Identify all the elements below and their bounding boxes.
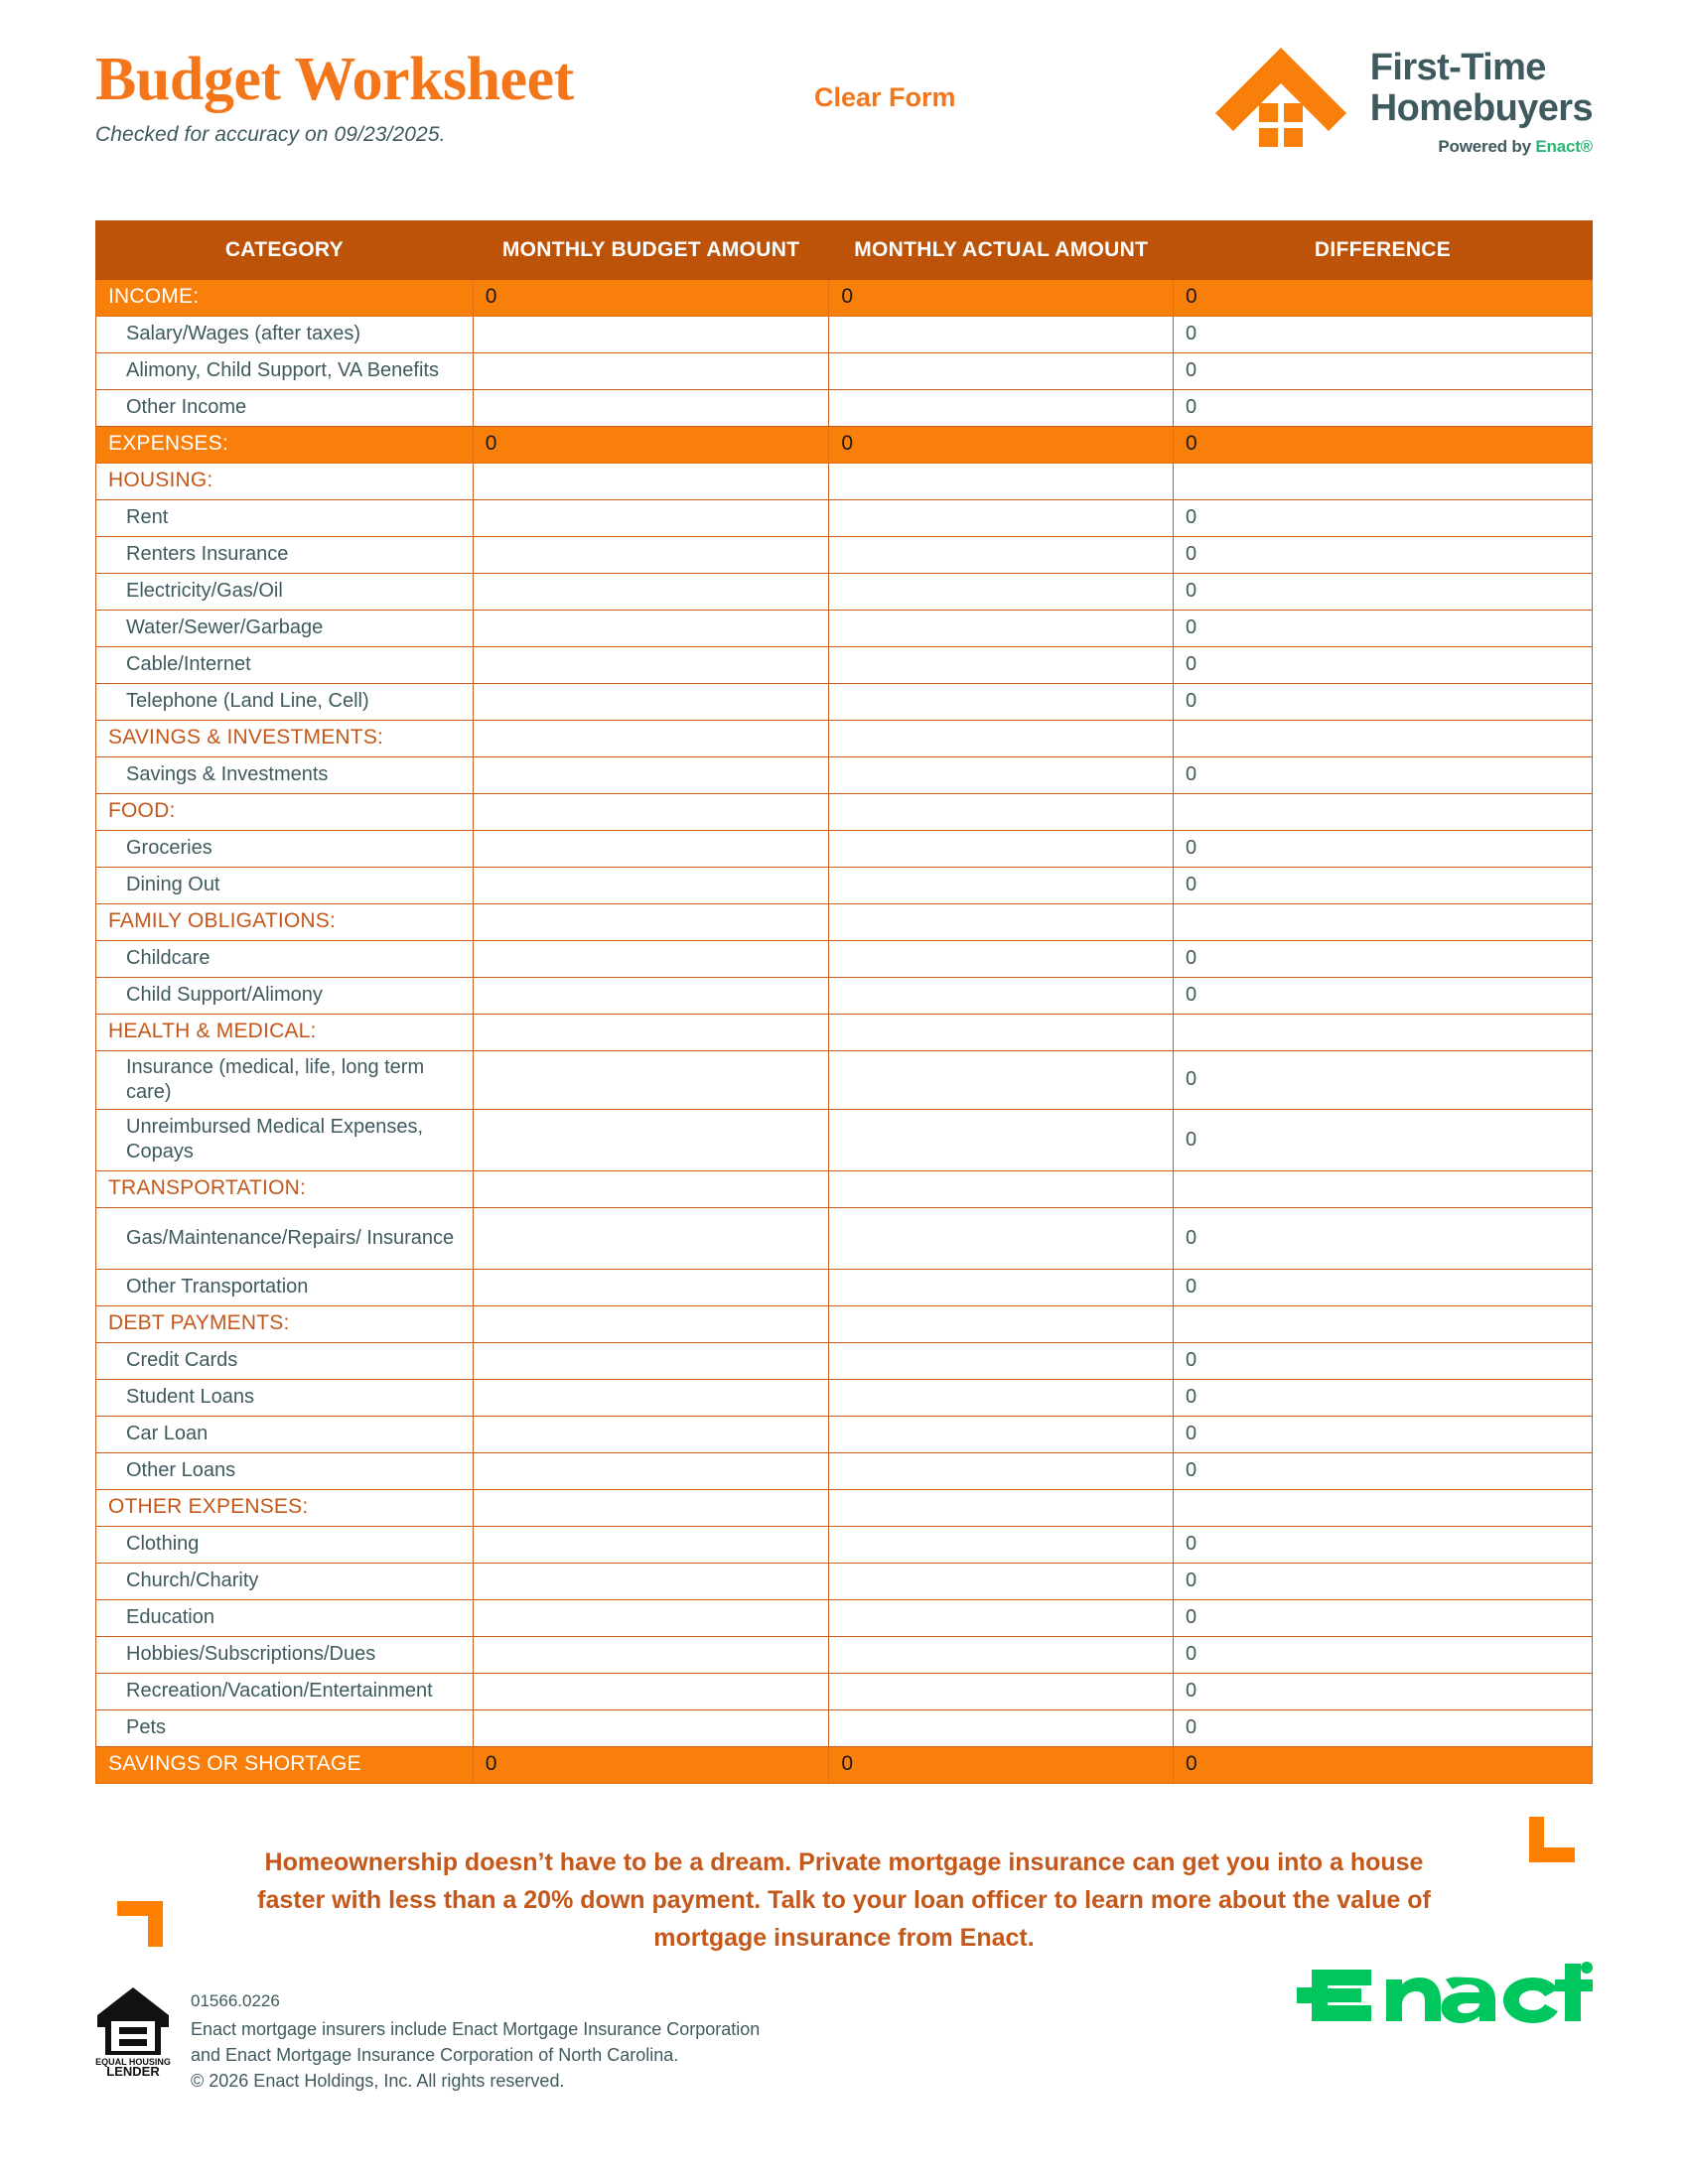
cell-monthly-budget-amount[interactable] <box>473 1170 829 1207</box>
row-label: Gas/Maintenance/Repairs/ Insurance <box>96 1207 474 1269</box>
cell-monthly-actual-amount[interactable] <box>829 793 1174 830</box>
column-header-monthly-actual-amount: MONTHLY ACTUAL AMOUNT <box>829 221 1174 280</box>
row-label: Child Support/Alimony <box>96 977 474 1014</box>
cell-difference: 0 <box>1174 352 1593 389</box>
row-label: HOUSING: <box>96 463 474 499</box>
cell-monthly-actual-amount[interactable] <box>829 463 1174 499</box>
row-label: FAMILY OBLIGATIONS: <box>96 903 474 940</box>
table-row <box>96 1709 1593 1746</box>
cell-difference: 0 <box>1174 1526 1593 1563</box>
accuracy-subtitle: Checked for accuracy on 09/23/2025. <box>95 123 446 147</box>
table-row <box>96 1014 1593 1050</box>
powered-by-text: Powered by <box>1438 137 1531 157</box>
cell-difference: 0 <box>1174 940 1593 977</box>
cell-difference <box>1174 1305 1593 1342</box>
cell-difference: 0 <box>1174 389 1593 426</box>
enact-logo <box>1295 1952 1593 2042</box>
cell-monthly-actual-amount[interactable] <box>829 352 1174 389</box>
table-row <box>96 352 1593 389</box>
cell-monthly-budget-amount[interactable] <box>473 1452 829 1489</box>
row-label: Other Transportation <box>96 1269 474 1305</box>
cell-monthly-actual-amount[interactable] <box>829 610 1174 646</box>
cell-difference: 0 <box>1174 646 1593 683</box>
cell-monthly-budget-amount[interactable] <box>473 536 829 573</box>
table-row <box>96 1109 1593 1170</box>
row-label: Other Income <box>96 389 474 426</box>
cell-monthly-actual-amount[interactable] <box>829 683 1174 720</box>
table-row <box>96 720 1593 756</box>
table-row <box>96 1526 1593 1563</box>
cell-monthly-budget-amount[interactable] <box>473 1599 829 1636</box>
row-label: Renters Insurance <box>96 536 474 573</box>
row-label: Church/Charity <box>96 1563 474 1599</box>
cell-difference: 0 <box>1174 1416 1593 1452</box>
powered-by-tagline <box>1370 137 1593 157</box>
table-row <box>96 610 1593 646</box>
legal-line-2: and Enact Mortgage Insurance Corporation of North Carolina. <box>191 2045 679 2066</box>
legal-group <box>95 1985 760 2094</box>
row-label: Rent <box>96 499 474 536</box>
cell-monthly-budget-amount[interactable] <box>473 1673 829 1709</box>
cell-difference: 0 <box>1174 756 1593 793</box>
table-row <box>96 646 1593 683</box>
cell-monthly-budget-amount[interactable] <box>473 1305 829 1342</box>
row-label: TRANSPORTATION: <box>96 1170 474 1207</box>
table-row <box>96 1269 1593 1305</box>
cell-monthly-actual-amount[interactable] <box>829 756 1174 793</box>
table-row <box>96 940 1593 977</box>
cell-monthly-actual-amount[interactable] <box>829 1207 1174 1269</box>
cell-difference: 0 <box>1174 977 1593 1014</box>
svg-text:EQUAL HOUSING: EQUAL HOUSING <box>95 2057 171 2067</box>
row-label: Credit Cards <box>96 1342 474 1379</box>
cell-difference <box>1174 720 1593 756</box>
cell-monthly-budget-amount[interactable] <box>473 389 829 426</box>
table-header-row <box>96 221 1593 280</box>
cell-monthly-actual-amount[interactable] <box>829 903 1174 940</box>
table-row <box>96 1379 1593 1416</box>
cell-monthly-actual-amount[interactable] <box>829 1673 1174 1709</box>
column-header-difference: DIFFERENCE <box>1174 221 1593 280</box>
cell-difference: 0 <box>1174 683 1593 720</box>
corner-bracket-left-icon <box>117 1901 163 1947</box>
cell-monthly-actual-amount[interactable] <box>829 1379 1174 1416</box>
row-label: Alimony, Child Support, VA Benefits <box>96 352 474 389</box>
cell-monthly-actual-amount[interactable] <box>829 1109 1174 1170</box>
cell-difference: 0 <box>1174 830 1593 867</box>
cell-monthly-budget-amount[interactable] <box>473 903 829 940</box>
cell-monthly-budget-amount[interactable] <box>473 1269 829 1305</box>
page-header <box>0 0 1688 199</box>
cell-difference <box>1174 1170 1593 1207</box>
legal-copyright: © 2026 Enact Holdings, Inc. All rights reserved. <box>191 2071 565 2092</box>
cell-difference: 0 <box>1174 316 1593 352</box>
cell-difference: 0 <box>1174 1746 1593 1783</box>
cell-monthly-actual-amount: 0 <box>829 279 1174 316</box>
cell-monthly-budget-amount[interactable] <box>473 1109 829 1170</box>
cell-monthly-budget-amount: 0 <box>473 426 829 463</box>
cell-difference: 0 <box>1174 536 1593 573</box>
row-label: Car Loan <box>96 1416 474 1452</box>
table-row <box>96 573 1593 610</box>
table-row <box>96 1416 1593 1452</box>
cell-monthly-budget-amount: 0 <box>473 279 829 316</box>
cell-monthly-actual-amount[interactable] <box>829 646 1174 683</box>
cell-difference: 0 <box>1174 426 1593 463</box>
cell-monthly-actual-amount[interactable] <box>829 867 1174 903</box>
cell-monthly-budget-amount[interactable] <box>473 867 829 903</box>
cell-monthly-actual-amount[interactable] <box>829 1342 1174 1379</box>
row-label: Clothing <box>96 1526 474 1563</box>
cell-monthly-actual-amount[interactable] <box>829 573 1174 610</box>
cell-monthly-budget-amount[interactable] <box>473 1050 829 1109</box>
row-label: Cable/Internet <box>96 646 474 683</box>
cell-difference: 0 <box>1174 1050 1593 1109</box>
cell-monthly-actual-amount: 0 <box>829 1746 1174 1783</box>
table-row <box>96 793 1593 830</box>
cell-difference <box>1174 793 1593 830</box>
table-row <box>96 536 1593 573</box>
cell-monthly-budget-amount[interactable] <box>473 1489 829 1526</box>
svg-text:LENDER: LENDER <box>106 2064 160 2077</box>
cell-monthly-actual-amount[interactable] <box>829 1489 1174 1526</box>
table-body <box>96 279 1593 1783</box>
table-row <box>96 1599 1593 1636</box>
cell-monthly-actual-amount[interactable] <box>829 1599 1174 1636</box>
cell-difference <box>1174 1489 1593 1526</box>
cell-difference: 0 <box>1174 1342 1593 1379</box>
table-row <box>96 316 1593 352</box>
cell-monthly-budget-amount[interactable] <box>473 1563 829 1599</box>
row-label: DEBT PAYMENTS: <box>96 1305 474 1342</box>
table-header <box>96 221 1593 280</box>
cell-monthly-actual-amount: 0 <box>829 426 1174 463</box>
legal-code: 01566.0226 <box>191 1991 280 2010</box>
cell-monthly-actual-amount[interactable] <box>829 830 1174 867</box>
cell-monthly-budget-amount[interactable] <box>473 463 829 499</box>
logo-line-first-time: First-Time <box>1369 47 1546 88</box>
table-row <box>96 1746 1593 1783</box>
row-label: SAVINGS & INVESTMENTS: <box>96 720 474 756</box>
house-roof-icon <box>1211 42 1350 149</box>
cell-monthly-actual-amount[interactable] <box>829 499 1174 536</box>
cell-monthly-budget-amount[interactable] <box>473 977 829 1014</box>
legal-text <box>191 1985 760 2094</box>
row-label: Childcare <box>96 940 474 977</box>
page-title: Budget Worksheet <box>95 46 574 113</box>
row-label: OTHER EXPENSES: <box>96 1489 474 1526</box>
cell-monthly-actual-amount[interactable] <box>829 720 1174 756</box>
row-label: Recreation/Vacation/Entertainment <box>96 1673 474 1709</box>
cell-difference: 0 <box>1174 1599 1593 1636</box>
cell-monthly-budget-amount[interactable] <box>473 499 829 536</box>
table-row <box>96 1207 1593 1269</box>
logo-line-homebuyers: Homebuyers <box>1369 87 1593 130</box>
table-row <box>96 1050 1593 1109</box>
cell-monthly-budget-amount[interactable] <box>473 1709 829 1746</box>
row-label: HEALTH & MEDICAL: <box>96 1014 474 1050</box>
budget-table <box>95 220 1593 1784</box>
table-row <box>96 830 1593 867</box>
promo-message: Homeownership doesn’t have to be a dream. Private mortgage insurance can get you into a house faster with less than a 20% down payment. Talk to your loan officer to learn more about the value of mortgage insurance from Enact. <box>257 1847 1431 1952</box>
table-row <box>96 1170 1593 1207</box>
row-label: Telephone (Land Line, Cell) <box>96 683 474 720</box>
row-label: Insurance (medical, life, long term care) <box>96 1050 474 1109</box>
table-row <box>96 426 1593 463</box>
table-row <box>96 1305 1593 1342</box>
row-label: Savings & Investments <box>96 756 474 793</box>
cell-monthly-actual-amount[interactable] <box>829 1563 1174 1599</box>
first-time-homebuyers-logo <box>1211 42 1593 157</box>
enact-brand-text: Enact® <box>1535 137 1593 157</box>
cell-monthly-budget-amount[interactable] <box>473 940 829 977</box>
cell-difference: 0 <box>1174 1563 1593 1599</box>
cell-monthly-budget-amount[interactable] <box>473 316 829 352</box>
table-row <box>96 1489 1593 1526</box>
cell-difference: 0 <box>1174 1452 1593 1489</box>
cell-monthly-actual-amount[interactable] <box>829 1014 1174 1050</box>
table-row <box>96 756 1593 793</box>
cell-monthly-budget-amount[interactable] <box>473 646 829 683</box>
cell-monthly-budget-amount[interactable] <box>473 756 829 793</box>
column-header-category: CATEGORY <box>96 221 474 280</box>
cell-difference: 0 <box>1174 1673 1593 1709</box>
table-row <box>96 903 1593 940</box>
cell-monthly-actual-amount[interactable] <box>829 1526 1174 1563</box>
budget-table-wrap <box>0 220 1688 1784</box>
cell-monthly-budget-amount[interactable] <box>473 1207 829 1269</box>
table-row <box>96 499 1593 536</box>
cell-difference: 0 <box>1174 1636 1593 1673</box>
logo-text-block <box>1370 42 1593 157</box>
cell-monthly-budget-amount[interactable] <box>473 720 829 756</box>
row-label: Other Loans <box>96 1452 474 1489</box>
cell-monthly-actual-amount[interactable] <box>829 536 1174 573</box>
cell-difference: 0 <box>1174 867 1593 903</box>
cell-difference: 0 <box>1174 499 1593 536</box>
cell-monthly-budget-amount[interactable] <box>473 793 829 830</box>
row-label: Water/Sewer/Garbage <box>96 610 474 646</box>
legal-line-1: Enact mortgage insurers include Enact Mortgage Insurance Corporation <box>191 2019 761 2039</box>
cell-monthly-actual-amount[interactable] <box>829 977 1174 1014</box>
row-label: SAVINGS OR SHORTAGE <box>96 1746 474 1783</box>
cell-difference: 0 <box>1174 1379 1593 1416</box>
cell-monthly-budget-amount[interactable] <box>473 683 829 720</box>
cell-monthly-budget-amount[interactable] <box>473 1014 829 1050</box>
cell-monthly-budget-amount[interactable] <box>473 1636 829 1673</box>
row-label: Student Loans <box>96 1379 474 1416</box>
cell-monthly-budget-amount[interactable] <box>473 610 829 646</box>
cell-difference <box>1174 463 1593 499</box>
cell-monthly-budget-amount[interactable] <box>473 573 829 610</box>
row-label: Groceries <box>96 830 474 867</box>
table-row <box>96 279 1593 316</box>
cell-difference: 0 <box>1174 573 1593 610</box>
row-label: Electricity/Gas/Oil <box>96 573 474 610</box>
cell-monthly-actual-amount[interactable] <box>829 1636 1174 1673</box>
cell-difference <box>1174 1014 1593 1050</box>
cell-monthly-budget-amount[interactable] <box>473 1416 829 1452</box>
clear-form-button[interactable]: Clear Form <box>814 82 956 112</box>
table-row <box>96 463 1593 499</box>
cell-difference: 0 <box>1174 610 1593 646</box>
cell-monthly-budget-amount[interactable] <box>473 830 829 867</box>
cell-monthly-actual-amount[interactable] <box>829 1305 1174 1342</box>
row-label: FOOD: <box>96 793 474 830</box>
row-label: Unreimbursed Medical Expenses, Copays <box>96 1109 474 1170</box>
cell-monthly-budget-amount[interactable] <box>473 1379 829 1416</box>
corner-bracket-right-icon <box>1529 1817 1575 1862</box>
cell-monthly-actual-amount[interactable] <box>829 389 1174 426</box>
table-row <box>96 683 1593 720</box>
row-label: Pets <box>96 1709 474 1746</box>
cell-monthly-actual-amount[interactable] <box>829 316 1174 352</box>
equal-housing-lender-icon <box>95 1985 171 2077</box>
table-row <box>96 1636 1593 1673</box>
cell-monthly-actual-amount[interactable] <box>829 1269 1174 1305</box>
cell-difference: 0 <box>1174 1109 1593 1170</box>
row-label: Hobbies/Subscriptions/Dues <box>96 1636 474 1673</box>
cell-monthly-actual-amount[interactable] <box>829 1709 1174 1746</box>
row-label: Salary/Wages (after taxes) <box>96 316 474 352</box>
row-label: Dining Out <box>96 867 474 903</box>
cell-difference: 0 <box>1174 1269 1593 1305</box>
table-row <box>96 1452 1593 1489</box>
row-label: EXPENSES: <box>96 426 474 463</box>
row-label: Education <box>96 1599 474 1636</box>
table-row <box>96 1563 1593 1599</box>
cell-monthly-actual-amount[interactable] <box>829 1050 1174 1109</box>
cell-monthly-actual-amount[interactable] <box>829 1416 1174 1452</box>
cell-difference <box>1174 903 1593 940</box>
cell-monthly-actual-amount[interactable] <box>829 1170 1174 1207</box>
cell-monthly-budget-amount[interactable] <box>473 352 829 389</box>
cell-monthly-actual-amount[interactable] <box>829 940 1174 977</box>
title-block <box>95 48 574 147</box>
cell-monthly-actual-amount[interactable] <box>829 1452 1174 1489</box>
cell-monthly-budget-amount[interactable] <box>473 1526 829 1563</box>
cell-monthly-budget-amount: 0 <box>473 1746 829 1783</box>
page-footer <box>0 1985 1688 2094</box>
column-header-monthly-budget-amount: MONTHLY BUDGET AMOUNT <box>473 221 829 280</box>
cell-difference: 0 <box>1174 279 1593 316</box>
row-label: INCOME: <box>96 279 474 316</box>
table-row <box>96 867 1593 903</box>
table-row <box>96 389 1593 426</box>
table-row <box>96 1342 1593 1379</box>
table-row <box>96 1673 1593 1709</box>
cell-difference: 0 <box>1174 1207 1593 1269</box>
cell-difference: 0 <box>1174 1709 1593 1746</box>
table-row <box>96 977 1593 1014</box>
cell-monthly-budget-amount[interactable] <box>473 1342 829 1379</box>
